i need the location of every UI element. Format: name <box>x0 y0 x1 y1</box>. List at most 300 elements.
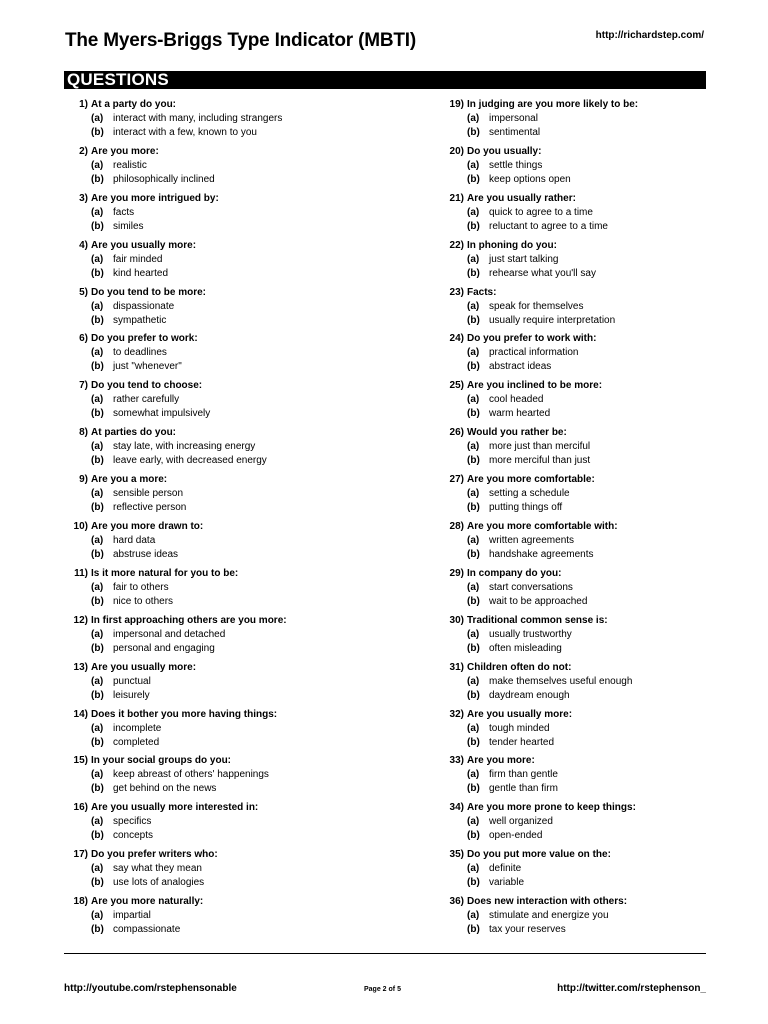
option-text-b: wait to be approached <box>489 595 588 607</box>
option-letter-a: (a) <box>91 769 104 781</box>
question-text: In first approaching others are you more: <box>91 614 287 626</box>
question-text: Do you prefer to work: <box>91 333 198 345</box>
option-letter-a: (a) <box>91 581 104 593</box>
option-letter-b: (b) <box>467 689 480 701</box>
option-text-b: daydream enough <box>489 689 570 701</box>
question-text: At parties do you: <box>91 427 177 439</box>
answer-option-b <box>442 501 742 515</box>
question-heading <box>442 98 742 112</box>
header-link[interactable]: http://richardstep.com/ <box>595 30 704 41</box>
footer-youtube-link[interactable]: http://youtube.com/rstephensonable <box>64 983 237 994</box>
option-text-a: hard data <box>113 535 156 547</box>
option-letter-b: (b) <box>467 408 480 420</box>
answer-option-a <box>66 534 366 548</box>
question-item <box>442 98 742 145</box>
answer-option-a <box>66 768 366 782</box>
question-text: Does new interaction with others: <box>467 896 628 908</box>
option-text-b: nice to others <box>113 595 174 607</box>
option-letter-a: (a) <box>91 441 104 453</box>
option-letter-a: (a) <box>91 722 104 734</box>
question-text: Do you tend to choose: <box>91 380 203 392</box>
question-number: 15) <box>73 755 88 767</box>
question-text: Are you more prone to keep things: <box>467 802 636 814</box>
option-text-b: rehearse what you'll say <box>489 267 596 279</box>
option-letter-a: (a) <box>467 863 480 875</box>
answer-option-a <box>66 346 366 360</box>
option-letter-b: (b) <box>91 642 104 654</box>
option-text-a: quick to agree to a time <box>489 206 593 218</box>
question-item <box>66 848 366 895</box>
answer-option-a <box>442 815 742 829</box>
question-text: Are you more drawn to: <box>91 521 204 533</box>
question-number: 33) <box>449 755 464 767</box>
question-number: 25) <box>449 380 464 392</box>
answer-option-b <box>442 782 742 796</box>
option-text-b: philosophically inclined <box>113 173 215 185</box>
option-letter-b: (b) <box>91 455 104 467</box>
option-text-b: reluctant to agree to a time <box>489 220 608 232</box>
answer-option-a <box>66 909 366 923</box>
answer-option-a <box>66 112 366 126</box>
answer-option-a <box>66 159 366 173</box>
option-letter-a: (a) <box>91 910 104 922</box>
answer-option-a <box>442 487 742 501</box>
question-text: Do you usually: <box>467 145 542 157</box>
question-number: 27) <box>449 474 464 486</box>
option-text-b: more merciful than just <box>489 455 591 467</box>
question-heading <box>442 661 742 675</box>
question-text: Are you usually more: <box>467 708 573 720</box>
answer-option-b <box>66 267 366 281</box>
option-text-b: kind hearted <box>113 267 169 279</box>
option-letter-a: (a) <box>467 769 480 781</box>
option-letter-a: (a) <box>91 863 104 875</box>
question-number: 4) <box>79 239 88 251</box>
option-letter-b: (b) <box>91 830 104 842</box>
answer-option-b <box>442 407 742 421</box>
footer-divider <box>64 953 706 954</box>
option-letter-b: (b) <box>91 736 104 748</box>
option-letter-b: (b) <box>91 924 104 936</box>
question-text: Are you more naturally: <box>91 896 204 908</box>
question-number: 11) <box>74 567 88 579</box>
question-number: 13) <box>73 661 88 673</box>
question-text: Would you rather be: <box>467 427 567 439</box>
question-text: Are you more: <box>467 755 535 767</box>
question-item <box>66 661 366 708</box>
question-number: 19) <box>449 99 464 110</box>
question-item <box>66 192 366 239</box>
question-heading <box>66 145 366 159</box>
answer-option-b <box>442 923 742 937</box>
question-number: 2) <box>79 145 88 157</box>
question-heading <box>66 286 366 300</box>
option-text-a: make themselves useful enough <box>489 675 633 687</box>
option-letter-a: (a) <box>467 675 480 687</box>
option-text-b: usually require interpretation <box>489 314 616 326</box>
option-text-b: abstruse ideas <box>113 549 179 561</box>
answer-option-a <box>442 253 742 267</box>
answer-option-a <box>442 581 742 595</box>
section-title: QUESTIONS <box>67 70 169 89</box>
option-letter-b: (b) <box>91 314 104 326</box>
answer-option-b <box>66 782 366 796</box>
option-text-a: tough minded <box>489 722 550 734</box>
question-text: Children often do not: <box>467 661 572 673</box>
question-item <box>442 192 742 239</box>
question-heading <box>442 754 742 768</box>
answer-option-a <box>66 487 366 501</box>
option-letter-a: (a) <box>467 910 480 922</box>
option-letter-a: (a) <box>467 394 480 406</box>
option-text-a: speak for themselves <box>489 300 584 312</box>
option-text-a: say what they mean <box>113 863 202 875</box>
answer-option-a <box>442 534 742 548</box>
option-letter-a: (a) <box>467 300 480 312</box>
question-item <box>66 520 366 567</box>
option-letter-b: (b) <box>467 127 480 138</box>
question-item <box>66 614 366 661</box>
question-heading <box>442 895 742 909</box>
answer-option-a <box>66 440 366 454</box>
question-heading <box>442 239 742 253</box>
answer-option-a <box>66 862 366 876</box>
answer-option-b <box>66 876 366 890</box>
option-text-a: facts <box>113 206 135 218</box>
question-number: 9) <box>79 474 88 486</box>
option-letter-b: (b) <box>467 502 480 514</box>
answer-option-a <box>66 581 366 595</box>
option-letter-a: (a) <box>467 535 480 547</box>
question-heading <box>442 567 742 581</box>
question-text: Are you usually more: <box>91 661 197 673</box>
option-letter-b: (b) <box>91 877 104 889</box>
question-item <box>442 895 742 942</box>
question-text: Do you prefer to work with: <box>467 333 597 345</box>
option-letter-a: (a) <box>467 488 480 500</box>
question-text: Are you more intrigued by: <box>91 192 219 204</box>
option-letter-b: (b) <box>91 595 104 607</box>
question-heading <box>442 145 742 159</box>
option-text-a: sensible person <box>113 488 184 500</box>
answer-option-a <box>442 346 742 360</box>
question-text: Are you a more: <box>91 474 168 486</box>
question-item <box>66 895 366 942</box>
question-number: 21) <box>449 192 464 204</box>
answer-option-b <box>66 829 366 843</box>
option-text-a: dispassionate <box>113 300 175 312</box>
answer-option-a <box>442 722 742 736</box>
option-text-a: usually trustworthy <box>489 628 572 640</box>
option-letter-a: (a) <box>91 206 104 218</box>
question-heading <box>442 286 742 300</box>
option-text-b: often misleading <box>489 642 562 654</box>
question-number: 36) <box>449 896 464 908</box>
option-text-b: just "whenever" <box>113 361 182 373</box>
document-title: The Myers-Briggs Type Indicator (MBTI) <box>65 30 416 51</box>
option-letter-a: (a) <box>467 581 480 593</box>
option-letter-a: (a) <box>467 206 480 218</box>
answer-option-a <box>66 628 366 642</box>
option-text-b: gentle than firm <box>489 783 558 795</box>
option-letter-a: (a) <box>467 441 480 453</box>
question-heading <box>66 848 366 862</box>
question-item <box>66 239 366 286</box>
answer-option-b <box>66 314 366 328</box>
option-text-a: firm than gentle <box>489 769 558 781</box>
answer-option-a <box>442 112 742 126</box>
question-heading <box>66 661 366 675</box>
option-text-b: somewhat impulsively <box>113 408 211 420</box>
option-text-b: use lots of analogies <box>113 877 205 889</box>
option-text-b: leisurely <box>113 689 150 701</box>
question-number: 10) <box>73 521 88 533</box>
question-heading <box>66 239 366 253</box>
option-text-b: interact with a few, known to you <box>113 127 257 138</box>
question-number: 23) <box>449 286 464 298</box>
option-letter-b: (b) <box>91 408 104 420</box>
question-number: 29) <box>449 567 464 579</box>
question-text: Is it more natural for you to be: <box>91 567 239 579</box>
question-text: Are you usually rather: <box>467 192 576 204</box>
option-letter-b: (b) <box>467 173 480 185</box>
question-heading <box>66 192 366 206</box>
option-letter-a: (a) <box>91 113 104 124</box>
question-text: Traditional common sense is: <box>467 614 608 626</box>
question-number: 16) <box>73 802 88 814</box>
answer-option-b <box>442 126 742 140</box>
question-number: 22) <box>449 239 464 251</box>
answer-option-b <box>442 454 742 468</box>
option-text-a: realistic <box>113 159 147 171</box>
option-text-a: interact with many, including strangers <box>113 113 283 124</box>
option-text-b: similes <box>113 220 144 232</box>
answer-option-b <box>66 173 366 187</box>
question-heading <box>442 614 742 628</box>
questions-column-left <box>66 98 366 942</box>
question-item <box>442 708 742 755</box>
question-text: In company do you: <box>467 567 562 579</box>
answer-option-a <box>442 675 742 689</box>
option-text-a: fair to others <box>113 581 169 593</box>
answer-option-b <box>442 173 742 187</box>
question-number: 17) <box>73 849 88 861</box>
option-text-b: open-ended <box>489 830 543 842</box>
answer-option-a <box>66 675 366 689</box>
answer-option-b <box>66 595 366 609</box>
option-text-b: warm hearted <box>489 408 551 420</box>
answer-option-a <box>442 206 742 220</box>
option-letter-b: (b) <box>467 220 480 232</box>
answer-option-b <box>66 220 366 234</box>
question-number: 5) <box>79 286 88 298</box>
question-text: Facts: <box>467 286 497 298</box>
question-item <box>66 567 366 614</box>
option-letter-a: (a) <box>91 675 104 687</box>
option-text-a: more just than merciful <box>489 441 591 453</box>
question-heading <box>442 379 742 393</box>
question-number: 8) <box>79 427 88 439</box>
option-text-a: stay late, with increasing energy <box>113 441 256 453</box>
option-letter-b: (b) <box>467 736 480 748</box>
question-heading <box>66 567 366 581</box>
question-heading <box>66 98 366 112</box>
option-text-a: settle things <box>489 159 543 171</box>
option-letter-b: (b) <box>91 689 104 701</box>
option-letter-b: (b) <box>91 502 104 514</box>
answer-option-b <box>66 642 366 656</box>
option-text-a: written agreements <box>489 535 575 547</box>
option-text-b: abstract ideas <box>489 361 552 373</box>
question-number: 18) <box>73 896 88 908</box>
question-heading <box>442 801 742 815</box>
option-letter-b: (b) <box>467 455 480 467</box>
question-number: 7) <box>79 380 88 392</box>
option-letter-a: (a) <box>91 628 104 640</box>
option-letter-a: (a) <box>91 816 104 828</box>
option-text-b: tax your reserves <box>489 924 566 936</box>
option-letter-b: (b) <box>91 267 104 279</box>
answer-option-b <box>66 736 366 750</box>
question-text: Are you usually more interested in: <box>91 802 259 814</box>
answer-option-b <box>66 548 366 562</box>
question-number: 31) <box>449 661 464 673</box>
option-letter-a: (a) <box>467 628 480 640</box>
question-item <box>442 520 742 567</box>
question-heading <box>66 614 366 628</box>
option-letter-b: (b) <box>467 877 480 889</box>
answer-option-a <box>66 722 366 736</box>
question-item <box>66 426 366 473</box>
question-item <box>442 145 742 192</box>
question-item <box>442 848 742 895</box>
option-text-a: stimulate and energize you <box>489 910 609 922</box>
question-item <box>66 332 366 379</box>
question-item <box>66 286 366 333</box>
question-text: Do you put more value on the: <box>467 849 611 861</box>
answer-option-b <box>442 595 742 609</box>
option-letter-b: (b) <box>91 127 104 138</box>
answer-option-a <box>442 628 742 642</box>
question-number: 34) <box>449 802 464 814</box>
answer-option-b <box>442 642 742 656</box>
answer-option-a <box>442 393 742 407</box>
section-header-bar <box>64 71 706 89</box>
option-letter-a: (a) <box>91 347 104 359</box>
question-item <box>442 661 742 708</box>
answer-option-a <box>442 909 742 923</box>
answer-option-b <box>66 689 366 703</box>
option-letter-a: (a) <box>91 253 104 265</box>
option-text-b: variable <box>489 877 525 889</box>
question-number: 24) <box>449 333 464 345</box>
option-letter-a: (a) <box>91 159 104 171</box>
question-item <box>442 379 742 426</box>
answer-option-a <box>442 159 742 173</box>
option-letter-a: (a) <box>467 816 480 828</box>
answer-option-b <box>442 267 742 281</box>
answer-option-a <box>66 815 366 829</box>
option-text-b: reflective person <box>113 502 187 514</box>
option-text-a: punctual <box>113 675 151 687</box>
question-item <box>442 614 742 661</box>
question-item <box>66 708 366 755</box>
footer-twitter-link[interactable]: http://twitter.com/rstephenson_ <box>557 983 706 994</box>
question-item <box>442 426 742 473</box>
question-text: In phoning do you: <box>467 239 557 251</box>
answer-option-a <box>442 768 742 782</box>
option-text-b: compassionate <box>113 924 181 936</box>
option-text-a: incomplete <box>113 722 162 734</box>
question-heading <box>442 848 742 862</box>
answer-option-a <box>442 300 742 314</box>
question-number: 35) <box>449 849 464 861</box>
question-item <box>442 567 742 614</box>
option-text-b: leave early, with decreased energy <box>113 455 267 467</box>
answer-option-a <box>66 206 366 220</box>
question-number: 3) <box>79 192 88 204</box>
option-text-a: impersonal and detached <box>113 628 226 640</box>
question-heading <box>66 708 366 722</box>
question-text: Are you more: <box>91 145 159 157</box>
option-text-a: well organized <box>489 816 553 828</box>
question-text: Does it bother you more having things: <box>91 708 278 720</box>
option-text-b: concepts <box>113 830 154 842</box>
answer-option-b <box>442 829 742 843</box>
option-text-a: practical information <box>489 347 579 359</box>
question-heading <box>66 895 366 909</box>
option-text-b: tender hearted <box>489 736 555 748</box>
option-letter-a: (a) <box>467 113 480 124</box>
answer-option-a <box>66 253 366 267</box>
option-letter-a: (a) <box>91 535 104 547</box>
question-item <box>442 332 742 379</box>
option-text-a: keep abreast of others' happenings <box>113 769 269 781</box>
answer-option-b <box>442 220 742 234</box>
question-number: 12) <box>73 614 88 626</box>
option-text-a: impersonal <box>489 113 538 124</box>
question-item <box>66 379 366 426</box>
option-text-b: get behind on the news <box>113 783 217 795</box>
answer-option-b <box>442 689 742 703</box>
question-heading <box>66 379 366 393</box>
page-number: Page 2 of 5 <box>364 986 401 993</box>
option-letter-a: (a) <box>467 159 480 171</box>
option-text-b: sympathetic <box>113 314 167 326</box>
question-heading <box>442 520 742 534</box>
option-letter-a: (a) <box>91 394 104 406</box>
answer-option-b <box>66 407 366 421</box>
option-letter-b: (b) <box>91 361 104 373</box>
question-item <box>442 801 742 848</box>
question-item <box>442 239 742 286</box>
option-letter-b: (b) <box>467 830 480 842</box>
question-number: 26) <box>449 427 464 439</box>
question-item <box>66 801 366 848</box>
question-heading <box>442 473 742 487</box>
option-letter-b: (b) <box>91 173 104 185</box>
answer-option-b <box>66 923 366 937</box>
option-text-a: setting a schedule <box>489 488 570 500</box>
question-heading <box>442 192 742 206</box>
question-item <box>66 98 366 145</box>
option-letter-a: (a) <box>467 253 480 265</box>
option-text-a: start conversations <box>489 581 573 593</box>
option-letter-b: (b) <box>467 549 480 561</box>
answer-option-b <box>442 314 742 328</box>
option-text-a: just start talking <box>489 253 559 265</box>
questions-column-right <box>442 98 742 942</box>
